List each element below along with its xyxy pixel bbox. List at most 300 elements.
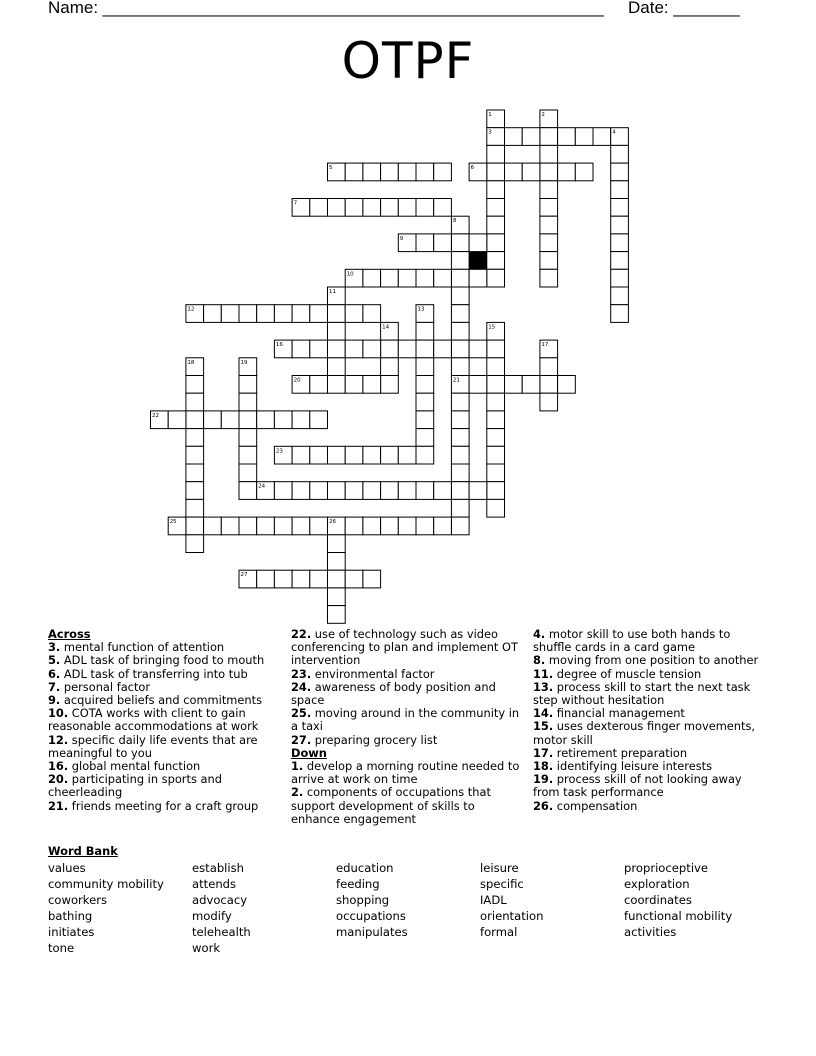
clue-number: 5. xyxy=(48,653,61,668)
clue-item xyxy=(533,720,769,746)
clue-number: 15. xyxy=(533,719,554,734)
crossword-cell[interactable] xyxy=(186,411,204,429)
crossword-cell[interactable] xyxy=(274,411,292,429)
crossword-cell[interactable] xyxy=(204,517,222,535)
crossword-cell[interactable] xyxy=(416,340,434,358)
clue-text: retirement preparation xyxy=(553,745,688,760)
crossword-cell[interactable] xyxy=(398,340,416,358)
clue-number: 8. xyxy=(533,653,546,668)
crossword-cell[interactable] xyxy=(487,429,505,447)
crossword-cell[interactable] xyxy=(451,411,469,429)
crossword-cell[interactable] xyxy=(204,411,222,429)
crossword-cell[interactable] xyxy=(381,269,399,287)
cell-number: 6 xyxy=(470,165,475,172)
crossword-cell[interactable] xyxy=(363,376,381,394)
word-bank-column xyxy=(336,860,408,940)
cell-number: 4 xyxy=(612,129,616,136)
crossword-cell[interactable] xyxy=(328,199,346,217)
crossword-cell[interactable] xyxy=(292,482,310,500)
crossword-cell[interactable] xyxy=(451,464,469,482)
crossword-cell[interactable] xyxy=(487,393,505,411)
crossword-cell[interactable] xyxy=(451,305,469,323)
crossword-cell[interactable] xyxy=(328,376,346,394)
clue-number: 20. xyxy=(48,772,69,787)
word-bank-item: feeding xyxy=(336,877,380,891)
crossword-cell[interactable] xyxy=(186,499,204,517)
crossword-cell[interactable] xyxy=(204,305,222,323)
crossword-cell[interactable] xyxy=(451,482,469,500)
word-bank-item: formal xyxy=(480,925,518,939)
crossword-cell[interactable] xyxy=(186,464,204,482)
crossword-cell[interactable] xyxy=(451,287,469,305)
crossword-cell[interactable] xyxy=(540,181,558,199)
crossword-cell[interactable] xyxy=(345,517,363,535)
crossword-cell[interactable] xyxy=(221,411,239,429)
crossword-cell[interactable] xyxy=(487,269,505,287)
clue-number: 4. xyxy=(533,627,546,641)
clue-text: compensation xyxy=(553,798,638,813)
crossword-cell[interactable] xyxy=(274,482,292,500)
crossword-cell[interactable] xyxy=(451,252,469,270)
cell-number: 3 xyxy=(488,129,492,136)
crossword-cell[interactable] xyxy=(239,411,257,429)
clue-item xyxy=(533,628,769,654)
crossword-cell[interactable] xyxy=(328,340,346,358)
crossword-cell[interactable] xyxy=(558,163,576,181)
clue-text: personal factor xyxy=(60,679,151,694)
clue-number: 1. xyxy=(291,759,304,774)
cell-number: 1 xyxy=(488,112,492,118)
crossword-cell[interactable] xyxy=(239,517,257,535)
cell-number: 16 xyxy=(275,342,283,349)
crossword-cell[interactable] xyxy=(540,199,558,217)
crossword-cell[interactable] xyxy=(381,358,399,376)
crossword-cell[interactable] xyxy=(540,393,558,411)
crossword-cell[interactable] xyxy=(575,163,593,181)
crossword-cell[interactable] xyxy=(398,517,416,535)
crossword-cell[interactable] xyxy=(416,322,434,340)
name-field-label[interactable]: Name: _____________________________________________________ xyxy=(48,0,604,17)
crossword-cell[interactable] xyxy=(363,517,381,535)
crossword-cell[interactable] xyxy=(381,199,399,217)
crossword-cell[interactable] xyxy=(593,128,611,146)
cell-number: 5 xyxy=(329,165,333,172)
cell-number: 12 xyxy=(187,306,195,313)
crossword-cell[interactable] xyxy=(292,570,310,588)
crossword-cell[interactable] xyxy=(416,376,434,394)
crossword-cell[interactable] xyxy=(328,482,346,500)
crossword-cell[interactable] xyxy=(611,305,629,323)
crossword-cell[interactable] xyxy=(540,163,558,181)
crossword-cell[interactable] xyxy=(363,570,381,588)
cell-number: 27 xyxy=(240,572,248,579)
crossword-cell[interactable] xyxy=(487,199,505,217)
crossword-cell[interactable] xyxy=(381,482,399,500)
crossword-cell[interactable] xyxy=(292,446,310,464)
crossword-cell[interactable] xyxy=(611,287,629,305)
crossword-cell[interactable] xyxy=(451,269,469,287)
clue-item xyxy=(48,734,280,760)
clue-text: ADL task of transferring into tub xyxy=(60,666,248,681)
crossword-cell[interactable] xyxy=(540,234,558,252)
crossword-cell[interactable] xyxy=(540,358,558,376)
crossword-cell[interactable] xyxy=(363,482,381,500)
crossword-cell[interactable] xyxy=(239,464,257,482)
crossword-cell[interactable] xyxy=(416,446,434,464)
word-bank-item: occupations xyxy=(336,909,406,923)
crossword-cell[interactable] xyxy=(239,376,257,394)
crossword-cell[interactable] xyxy=(487,216,505,234)
crossword-cell[interactable] xyxy=(487,499,505,517)
crossword-cell[interactable] xyxy=(611,181,629,199)
crossword-cell[interactable] xyxy=(310,305,328,323)
word-bank-column xyxy=(48,860,164,956)
crossword-cell[interactable] xyxy=(451,429,469,447)
crossword-cell[interactable] xyxy=(239,429,257,447)
word-bank-item: education xyxy=(336,861,394,875)
crossword-cell[interactable] xyxy=(398,446,416,464)
clue-text: global mental function xyxy=(68,759,201,774)
crossword-cell[interactable] xyxy=(611,252,629,270)
word-bank-column xyxy=(480,860,543,940)
word-bank-item: advocacy xyxy=(192,893,248,907)
crossword-cell[interactable] xyxy=(310,446,328,464)
crossword-cell[interactable] xyxy=(416,199,434,217)
crossword-cell[interactable] xyxy=(292,411,310,429)
clue-number: 3. xyxy=(48,640,61,655)
crossword-cell[interactable] xyxy=(416,482,434,500)
cell-number: 17 xyxy=(541,342,549,349)
crossword-cell[interactable] xyxy=(522,128,540,146)
crossword-cell[interactable] xyxy=(328,535,346,553)
crossword-cell[interactable] xyxy=(487,181,505,199)
blocked-cell xyxy=(469,252,487,270)
crossword-cell[interactable] xyxy=(434,517,452,535)
crossword-cell[interactable] xyxy=(239,305,257,323)
crossword-cell[interactable] xyxy=(363,269,381,287)
word-bank-item: values xyxy=(48,861,86,875)
crossword-cell[interactable] xyxy=(487,163,505,181)
crossword-cell[interactable] xyxy=(168,411,186,429)
crossword-cell[interactable] xyxy=(416,429,434,447)
clue-text: awareness of body position and space xyxy=(291,679,496,708)
crossword-cell[interactable] xyxy=(345,570,363,588)
crossword-cell[interactable] xyxy=(239,482,257,500)
clue-text: environmental factor xyxy=(311,666,435,681)
crossword-cell[interactable] xyxy=(416,163,434,181)
clue-text: preparing grocery list xyxy=(311,732,438,747)
crossword-cell[interactable] xyxy=(310,340,328,358)
crossword-cell[interactable] xyxy=(434,340,452,358)
crossword-cell[interactable] xyxy=(345,305,363,323)
crossword-cell[interactable] xyxy=(381,517,399,535)
crossword-cell[interactable] xyxy=(257,570,275,588)
crossword-cell[interactable] xyxy=(363,446,381,464)
crossword-cell[interactable] xyxy=(363,305,381,323)
clue-number: 16. xyxy=(48,759,69,774)
crossword-cell[interactable] xyxy=(416,358,434,376)
word-bank-item: work xyxy=(192,941,221,955)
crossword-cell[interactable] xyxy=(274,570,292,588)
crossword-cell[interactable] xyxy=(540,252,558,270)
clues-column-2 xyxy=(291,628,527,826)
crossword-cell[interactable] xyxy=(558,376,576,394)
clue-number: 2. xyxy=(291,785,304,800)
crossword-cell[interactable] xyxy=(522,376,540,394)
word-bank-item: attends xyxy=(192,877,237,891)
word-bank-item: activities xyxy=(624,925,677,939)
crossword-cell[interactable] xyxy=(434,234,452,252)
crossword-cell[interactable] xyxy=(186,393,204,411)
crossword-cell[interactable] xyxy=(540,376,558,394)
crossword-cell[interactable] xyxy=(451,517,469,535)
crossword-cell[interactable] xyxy=(487,234,505,252)
clue-item xyxy=(48,707,280,733)
down-heading: Down xyxy=(291,745,327,760)
word-bank-item: IADL xyxy=(480,893,507,907)
crossword-cell[interactable] xyxy=(381,446,399,464)
clue-number: 22. xyxy=(291,627,312,641)
crossword-cell[interactable] xyxy=(310,482,328,500)
crossword-cell[interactable] xyxy=(363,163,381,181)
crossword-cell[interactable] xyxy=(416,269,434,287)
clue-item xyxy=(533,800,769,813)
crossword-cell[interactable] xyxy=(398,199,416,217)
cell-number: 22 xyxy=(152,412,159,419)
crossword-cell[interactable] xyxy=(186,446,204,464)
cell-number: 2 xyxy=(541,112,545,118)
crossword-cell[interactable] xyxy=(451,393,469,411)
crossword-cell[interactable] xyxy=(540,216,558,234)
crossword-cell[interactable] xyxy=(434,269,452,287)
clue-number: 9. xyxy=(48,693,61,708)
crossword-cell[interactable] xyxy=(345,446,363,464)
crossword-cell[interactable] xyxy=(328,588,346,606)
crossword-cell[interactable] xyxy=(186,517,204,535)
crossword-cell[interactable] xyxy=(469,269,487,287)
crossword-cell[interactable] xyxy=(328,553,346,571)
crossword-cell[interactable] xyxy=(469,482,487,500)
crossword-cell[interactable] xyxy=(328,322,346,340)
crossword-cell[interactable] xyxy=(310,517,328,535)
clue-text: COTA works with client to gain reasonable accommodations at work xyxy=(48,706,259,734)
crossword-cell[interactable] xyxy=(257,517,275,535)
crossword-cell[interactable] xyxy=(363,199,381,217)
crossword-cell[interactable] xyxy=(328,305,346,323)
crossword-cell[interactable] xyxy=(381,163,399,181)
clue-number: 12. xyxy=(48,732,69,747)
cell-number: 14 xyxy=(382,324,390,331)
clue-number: 19. xyxy=(533,772,554,787)
crossword-cell[interactable] xyxy=(487,446,505,464)
crossword-cell[interactable] xyxy=(451,340,469,358)
word-bank-item: modify xyxy=(192,909,232,923)
clue-text: uses dexterous finger movements, motor skill xyxy=(533,719,756,747)
crossword-cell[interactable] xyxy=(274,305,292,323)
crossword-cell[interactable] xyxy=(434,482,452,500)
clue-item xyxy=(533,773,769,799)
cell-number: 18 xyxy=(187,359,195,366)
crossword-cell[interactable] xyxy=(540,128,558,146)
word-bank-item: functional mobility xyxy=(624,909,733,923)
crossword-cell[interactable] xyxy=(398,482,416,500)
crossword-cell[interactable] xyxy=(274,517,292,535)
crossword-cell[interactable] xyxy=(487,411,505,429)
crossword-cell[interactable] xyxy=(505,128,523,146)
crossword-cell[interactable] xyxy=(451,234,469,252)
clue-number: 7. xyxy=(48,679,61,694)
clue-text: process skill of not looking away from task performance xyxy=(533,772,742,800)
crossword-cell[interactable] xyxy=(239,446,257,464)
crossword-cell[interactable] xyxy=(434,163,452,181)
clue-text: friends meeting for a craft group xyxy=(68,798,259,813)
cell-number: 25 xyxy=(169,519,177,526)
crossword-cell[interactable] xyxy=(487,358,505,376)
clue-number: 10. xyxy=(48,706,69,721)
crossword-cell[interactable] xyxy=(575,128,593,146)
crossword-cell[interactable] xyxy=(345,199,363,217)
clue-text: components of occupations that support development of skills to enhance engagement xyxy=(291,785,491,826)
clue-number: 6. xyxy=(48,666,61,681)
crossword-cell[interactable] xyxy=(451,446,469,464)
crossword-cell[interactable] xyxy=(328,570,346,588)
clue-text: identifying leisure interests xyxy=(553,759,713,774)
cell-number: 23 xyxy=(275,448,283,455)
crossword-cell[interactable] xyxy=(505,376,523,394)
crossword-cell[interactable] xyxy=(381,340,399,358)
crossword-cell[interactable] xyxy=(221,517,239,535)
clue-number: 13. xyxy=(533,679,554,694)
crossword-cell[interactable] xyxy=(487,376,505,394)
clue-number: 11. xyxy=(533,666,554,681)
crossword-cell[interactable] xyxy=(257,411,275,429)
clue-text: financial management xyxy=(553,706,685,721)
cell-number: 10 xyxy=(346,271,354,278)
crossword-cell[interactable] xyxy=(186,429,204,447)
cell-number: 15 xyxy=(488,324,496,331)
crossword-cell[interactable] xyxy=(310,199,328,217)
crossword-cell[interactable] xyxy=(611,234,629,252)
across-heading: Across xyxy=(48,627,91,641)
crossword-cell[interactable] xyxy=(416,234,434,252)
crossword-cell[interactable] xyxy=(310,376,328,394)
crossword-cell[interactable] xyxy=(611,163,629,181)
crossword-cell[interactable] xyxy=(487,464,505,482)
crossword-cell[interactable] xyxy=(505,163,523,181)
clue-text: develop a morning routine needed to arrive at work on time xyxy=(291,759,520,787)
cell-number: 7 xyxy=(293,200,298,207)
crossword-cell[interactable] xyxy=(416,393,434,411)
word-bank-column xyxy=(192,860,251,956)
word-bank-column xyxy=(624,860,732,940)
word-bank-item: coordinates xyxy=(624,893,692,907)
crossword-cell[interactable] xyxy=(221,305,239,323)
crossword-cell[interactable] xyxy=(487,145,505,163)
clue-item xyxy=(48,773,280,799)
word-bank-title: Word Bank xyxy=(48,844,118,858)
crossword-cell[interactable] xyxy=(186,376,204,394)
clue-item xyxy=(291,628,527,668)
crossword-cell[interactable] xyxy=(487,482,505,500)
crossword-cell[interactable] xyxy=(611,145,629,163)
crossword-cell[interactable] xyxy=(345,340,363,358)
crossword-cell[interactable] xyxy=(540,145,558,163)
crossword-cell[interactable] xyxy=(328,358,346,376)
crossword-cell[interactable] xyxy=(310,570,328,588)
crossword-cell[interactable] xyxy=(451,499,469,517)
crossword-cell[interactable] xyxy=(487,340,505,358)
crossword-cell[interactable] xyxy=(434,199,452,217)
crossword-cell[interactable] xyxy=(186,535,204,553)
crossword-cell[interactable] xyxy=(558,128,576,146)
crossword-cell[interactable] xyxy=(522,163,540,181)
clue-number: 23. xyxy=(291,666,312,681)
word-bank-item: establish xyxy=(192,861,245,875)
cell-number: 26 xyxy=(329,519,336,526)
crossword-cell[interactable] xyxy=(381,376,399,394)
date-field-label[interactable]: Date: _______ xyxy=(628,0,740,17)
crossword-cell[interactable] xyxy=(451,358,469,376)
clue-number: 26. xyxy=(533,798,554,813)
word-bank-item: initiates xyxy=(48,925,95,939)
crossword-cell[interactable] xyxy=(345,482,363,500)
crossword-cell[interactable] xyxy=(257,305,275,323)
clue-number: 21. xyxy=(48,798,69,813)
clues-column-3 xyxy=(533,628,769,813)
crossword-cell[interactable] xyxy=(292,517,310,535)
clue-text: specific daily life events that are meaningful to you xyxy=(48,732,258,760)
crossword-cell[interactable] xyxy=(469,376,487,394)
cell-number: 24 xyxy=(258,483,266,490)
crossword-cell[interactable] xyxy=(469,340,487,358)
crossword-cell[interactable] xyxy=(310,411,328,429)
crossword-cell[interactable] xyxy=(611,269,629,287)
clue-item xyxy=(291,760,527,786)
crossword-cell[interactable] xyxy=(487,252,505,270)
clue-item xyxy=(48,800,280,813)
cell-number: 9 xyxy=(399,235,404,242)
clue-text: degree of muscle tension xyxy=(553,666,702,681)
crossword-cell[interactable] xyxy=(398,163,416,181)
word-bank-item: orientation xyxy=(480,909,544,923)
cell-number: 19 xyxy=(240,359,248,366)
crossword-cell[interactable] xyxy=(328,606,346,624)
crossword-cell[interactable] xyxy=(186,482,204,500)
crossword-cell[interactable] xyxy=(611,216,629,234)
crossword-cell[interactable] xyxy=(345,163,363,181)
crossword-cell[interactable] xyxy=(611,199,629,217)
cell-number: 21 xyxy=(452,377,460,384)
clues-column-1 xyxy=(48,628,280,813)
crossword-cell[interactable] xyxy=(451,322,469,340)
crossword-cell[interactable] xyxy=(416,517,434,535)
crossword-cell[interactable] xyxy=(363,340,381,358)
clue-item xyxy=(291,707,527,733)
crossword-cell[interactable] xyxy=(540,269,558,287)
crossword-cell[interactable] xyxy=(328,446,346,464)
crossword-cell[interactable] xyxy=(469,234,487,252)
clue-text: participating in sports and cheerleading xyxy=(48,772,222,800)
clue-text: moving from one position to another xyxy=(545,653,759,668)
clue-text: acquired beliefs and commitments xyxy=(60,693,263,708)
crossword-cell[interactable] xyxy=(416,411,434,429)
crossword-cell[interactable] xyxy=(292,305,310,323)
crossword-cell[interactable] xyxy=(239,393,257,411)
clue-text: use of technology such as video conferencing to plan and implement OT intervention xyxy=(291,627,518,668)
crossword-cell[interactable] xyxy=(292,340,310,358)
crossword-cell[interactable] xyxy=(345,376,363,394)
crossword-cell[interactable] xyxy=(398,269,416,287)
